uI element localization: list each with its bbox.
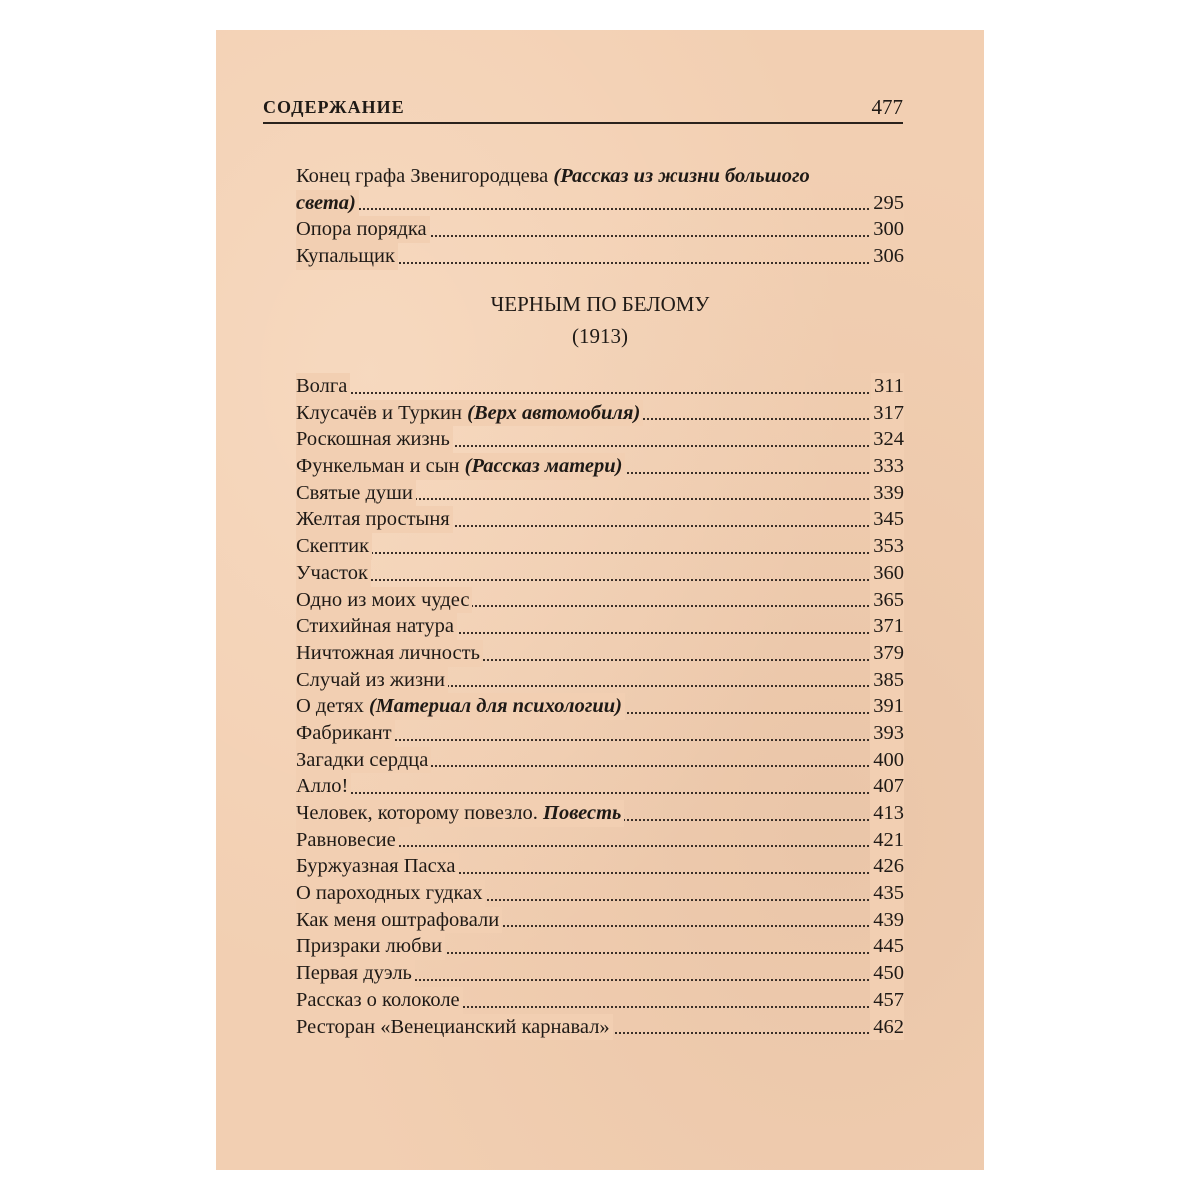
toc-entry xyxy=(296,800,904,827)
toc-entry-page: 439 xyxy=(870,907,904,934)
dot-leader xyxy=(296,579,904,581)
toc-entry-page: 435 xyxy=(870,880,904,907)
toc-entry-page: 317 xyxy=(870,400,904,427)
toc-entry-title: Купальщик xyxy=(296,243,398,270)
toc-entry-title: Алло! xyxy=(296,775,349,798)
toc-entry-label xyxy=(296,400,643,427)
toc-entry xyxy=(296,747,904,774)
toc-entry-subtitle: (Верх автомобиля) xyxy=(467,401,641,424)
toc-entry-label xyxy=(296,880,485,907)
toc-entry-label xyxy=(296,533,372,560)
toc-entry-page: 413 xyxy=(870,800,904,827)
running-head xyxy=(263,92,903,122)
toc-entry-label xyxy=(296,720,395,747)
toc-entry xyxy=(296,773,904,800)
toc-entry-title: Рассказ о колоколе xyxy=(296,988,460,1011)
toc-entry xyxy=(296,720,904,747)
toc-entry-page: 426 xyxy=(870,853,904,880)
toc-entry-title: Призраки любви xyxy=(296,935,443,958)
toc-entry xyxy=(296,907,904,934)
toc-entry xyxy=(296,693,904,720)
toc-entry-title: Конец графа Звенигородцева xyxy=(296,165,554,187)
toc-entry-title: О пароходных гудках xyxy=(296,882,483,905)
toc-entry-page: 445 xyxy=(870,933,904,960)
toc-top-block xyxy=(296,163,904,270)
toc-entry-title: Как меня оштрафовали xyxy=(296,908,500,931)
toc-entry-label xyxy=(296,853,459,880)
toc-entry xyxy=(296,216,904,243)
toc-entry-label xyxy=(296,933,445,960)
toc-entry xyxy=(296,243,904,270)
toc-entry-label xyxy=(296,987,463,1014)
toc-entry-label xyxy=(296,373,350,400)
toc-entry-title: Скептик xyxy=(296,535,370,558)
dot-leader xyxy=(296,552,904,554)
toc-entry-page: 333 xyxy=(870,453,904,480)
toc-entry-page: 306 xyxy=(870,243,904,270)
dot-leader xyxy=(296,208,904,210)
toc-entry-label xyxy=(296,773,351,800)
toc-entry-title: Опора порядка xyxy=(296,216,430,243)
toc-entry xyxy=(296,933,904,960)
toc-entry-page: 462 xyxy=(870,1014,904,1041)
toc-entry-page: 295 xyxy=(870,190,904,217)
toc-entry-page: 360 xyxy=(870,560,904,587)
toc-entry-label xyxy=(296,453,625,480)
toc-entry-subtitle: (Рассказ матери) xyxy=(464,455,623,478)
book-page xyxy=(216,30,984,1170)
toc-entry-label xyxy=(296,506,453,533)
toc-entry-subtitle: (Материал для психологии) xyxy=(368,695,623,718)
toc-entry-title: Волга xyxy=(296,375,348,397)
toc-entry-label xyxy=(296,800,624,827)
toc-entry xyxy=(296,1014,904,1041)
toc-entry-title: Стихийная натура xyxy=(296,615,454,638)
toc-entry-subtitle-cont: света) xyxy=(296,190,359,217)
toc-entry-label xyxy=(296,480,416,507)
toc-entry-title: Желтая простыня xyxy=(296,508,450,531)
toc-entry-label xyxy=(296,907,502,934)
toc-entry-title: Фабрикант xyxy=(296,721,392,744)
toc-entry-title: Святые души xyxy=(296,481,413,504)
toc-entry xyxy=(296,827,904,854)
toc-entry-label xyxy=(296,667,448,694)
toc-entry-title: Одно из моих чудес xyxy=(296,588,470,611)
toc-entry xyxy=(296,560,904,587)
dot-leader xyxy=(296,792,904,794)
toc-entry xyxy=(296,480,904,507)
toc-entry-label xyxy=(296,560,371,587)
toc-entry xyxy=(296,987,904,1014)
toc-entry-page: 353 xyxy=(870,533,904,560)
dot-leader xyxy=(296,392,904,394)
toc-entry xyxy=(296,400,904,427)
toc-entry-label xyxy=(296,960,415,987)
toc-entry-title: Клусачёв и Туркин xyxy=(296,401,468,424)
toc-entry-page: 339 xyxy=(870,480,904,507)
toc-entry xyxy=(296,667,904,694)
toc-entry xyxy=(296,880,904,907)
toc-entry-title: Участок xyxy=(296,561,368,584)
toc-entry-page: 393 xyxy=(870,720,904,747)
toc-entry-page: 391 xyxy=(870,693,904,720)
toc-entry-title: Первая дуэль xyxy=(296,962,412,985)
toc-entry-title: Загадки сердца xyxy=(296,748,429,771)
toc-entry xyxy=(296,373,904,400)
toc-entry-label xyxy=(296,747,431,774)
toc-entry-label xyxy=(296,640,483,667)
toc-entry-page: 324 xyxy=(870,426,904,453)
running-head-title: СОДЕРЖАНИЕ xyxy=(263,97,405,117)
toc-entry-first-line xyxy=(296,163,904,190)
section-year: (1913) xyxy=(572,324,628,348)
toc-entry-page: 300 xyxy=(870,216,904,243)
toc-entry-page: 421 xyxy=(870,827,904,854)
toc-entry-title: Равновесие xyxy=(296,828,396,851)
toc-entry-subtitle: Повесть xyxy=(543,802,622,824)
toc-entry-title: Ресторан «Венецианский карнавал» xyxy=(296,1015,610,1038)
toc-entry-subtitle: (Рассказ из жизни большого xyxy=(553,165,810,187)
toc-entry-label xyxy=(296,1014,613,1041)
toc-entry-first-continuation xyxy=(296,190,904,217)
toc-entry-title: Роскошная жизнь xyxy=(296,428,450,451)
toc-entry-label xyxy=(296,827,399,854)
toc-entry-label xyxy=(296,613,457,640)
section-title: ЧЕРНЫМ ПО БЕЛОМУ xyxy=(490,292,710,316)
toc-entry-page: 365 xyxy=(870,587,904,614)
toc-entry xyxy=(296,453,904,480)
toc-entry-title: Случай из жизни xyxy=(296,668,446,691)
toc-entry-page: 457 xyxy=(870,987,904,1014)
toc-entry-page: 400 xyxy=(870,747,904,774)
toc-entry xyxy=(296,960,904,987)
toc-entry xyxy=(296,640,904,667)
toc-entry-page: 407 xyxy=(870,773,904,800)
toc-entry-label xyxy=(296,426,453,453)
toc-entry-label xyxy=(296,587,472,614)
toc-entry-title: Функельман и сын xyxy=(296,455,465,478)
toc-entry xyxy=(296,533,904,560)
toc-entry-page: 311 xyxy=(871,373,904,400)
toc-entry-title: Человек, которому повезло. xyxy=(296,802,544,824)
toc-entry xyxy=(296,613,904,640)
toc-entry xyxy=(296,426,904,453)
toc-entry-page: 345 xyxy=(870,506,904,533)
running-head-page-number: 477 xyxy=(871,95,903,119)
toc-entry-title: Буржуазная Пасха xyxy=(296,855,456,878)
toc-entry xyxy=(296,506,904,533)
toc-entry xyxy=(296,587,904,614)
toc-entry-label xyxy=(296,693,625,720)
toc-section-list xyxy=(296,373,904,1040)
toc-entry-page: 385 xyxy=(870,667,904,694)
toc-entry-page: 450 xyxy=(870,960,904,987)
toc-entry-title: О детях xyxy=(296,695,369,718)
toc-entry-page: 371 xyxy=(870,613,904,640)
toc-entry-page: 379 xyxy=(870,640,904,667)
header-rule xyxy=(263,122,903,124)
toc-entry xyxy=(296,853,904,880)
toc-entry-title: Ничтожная личность xyxy=(296,641,480,664)
